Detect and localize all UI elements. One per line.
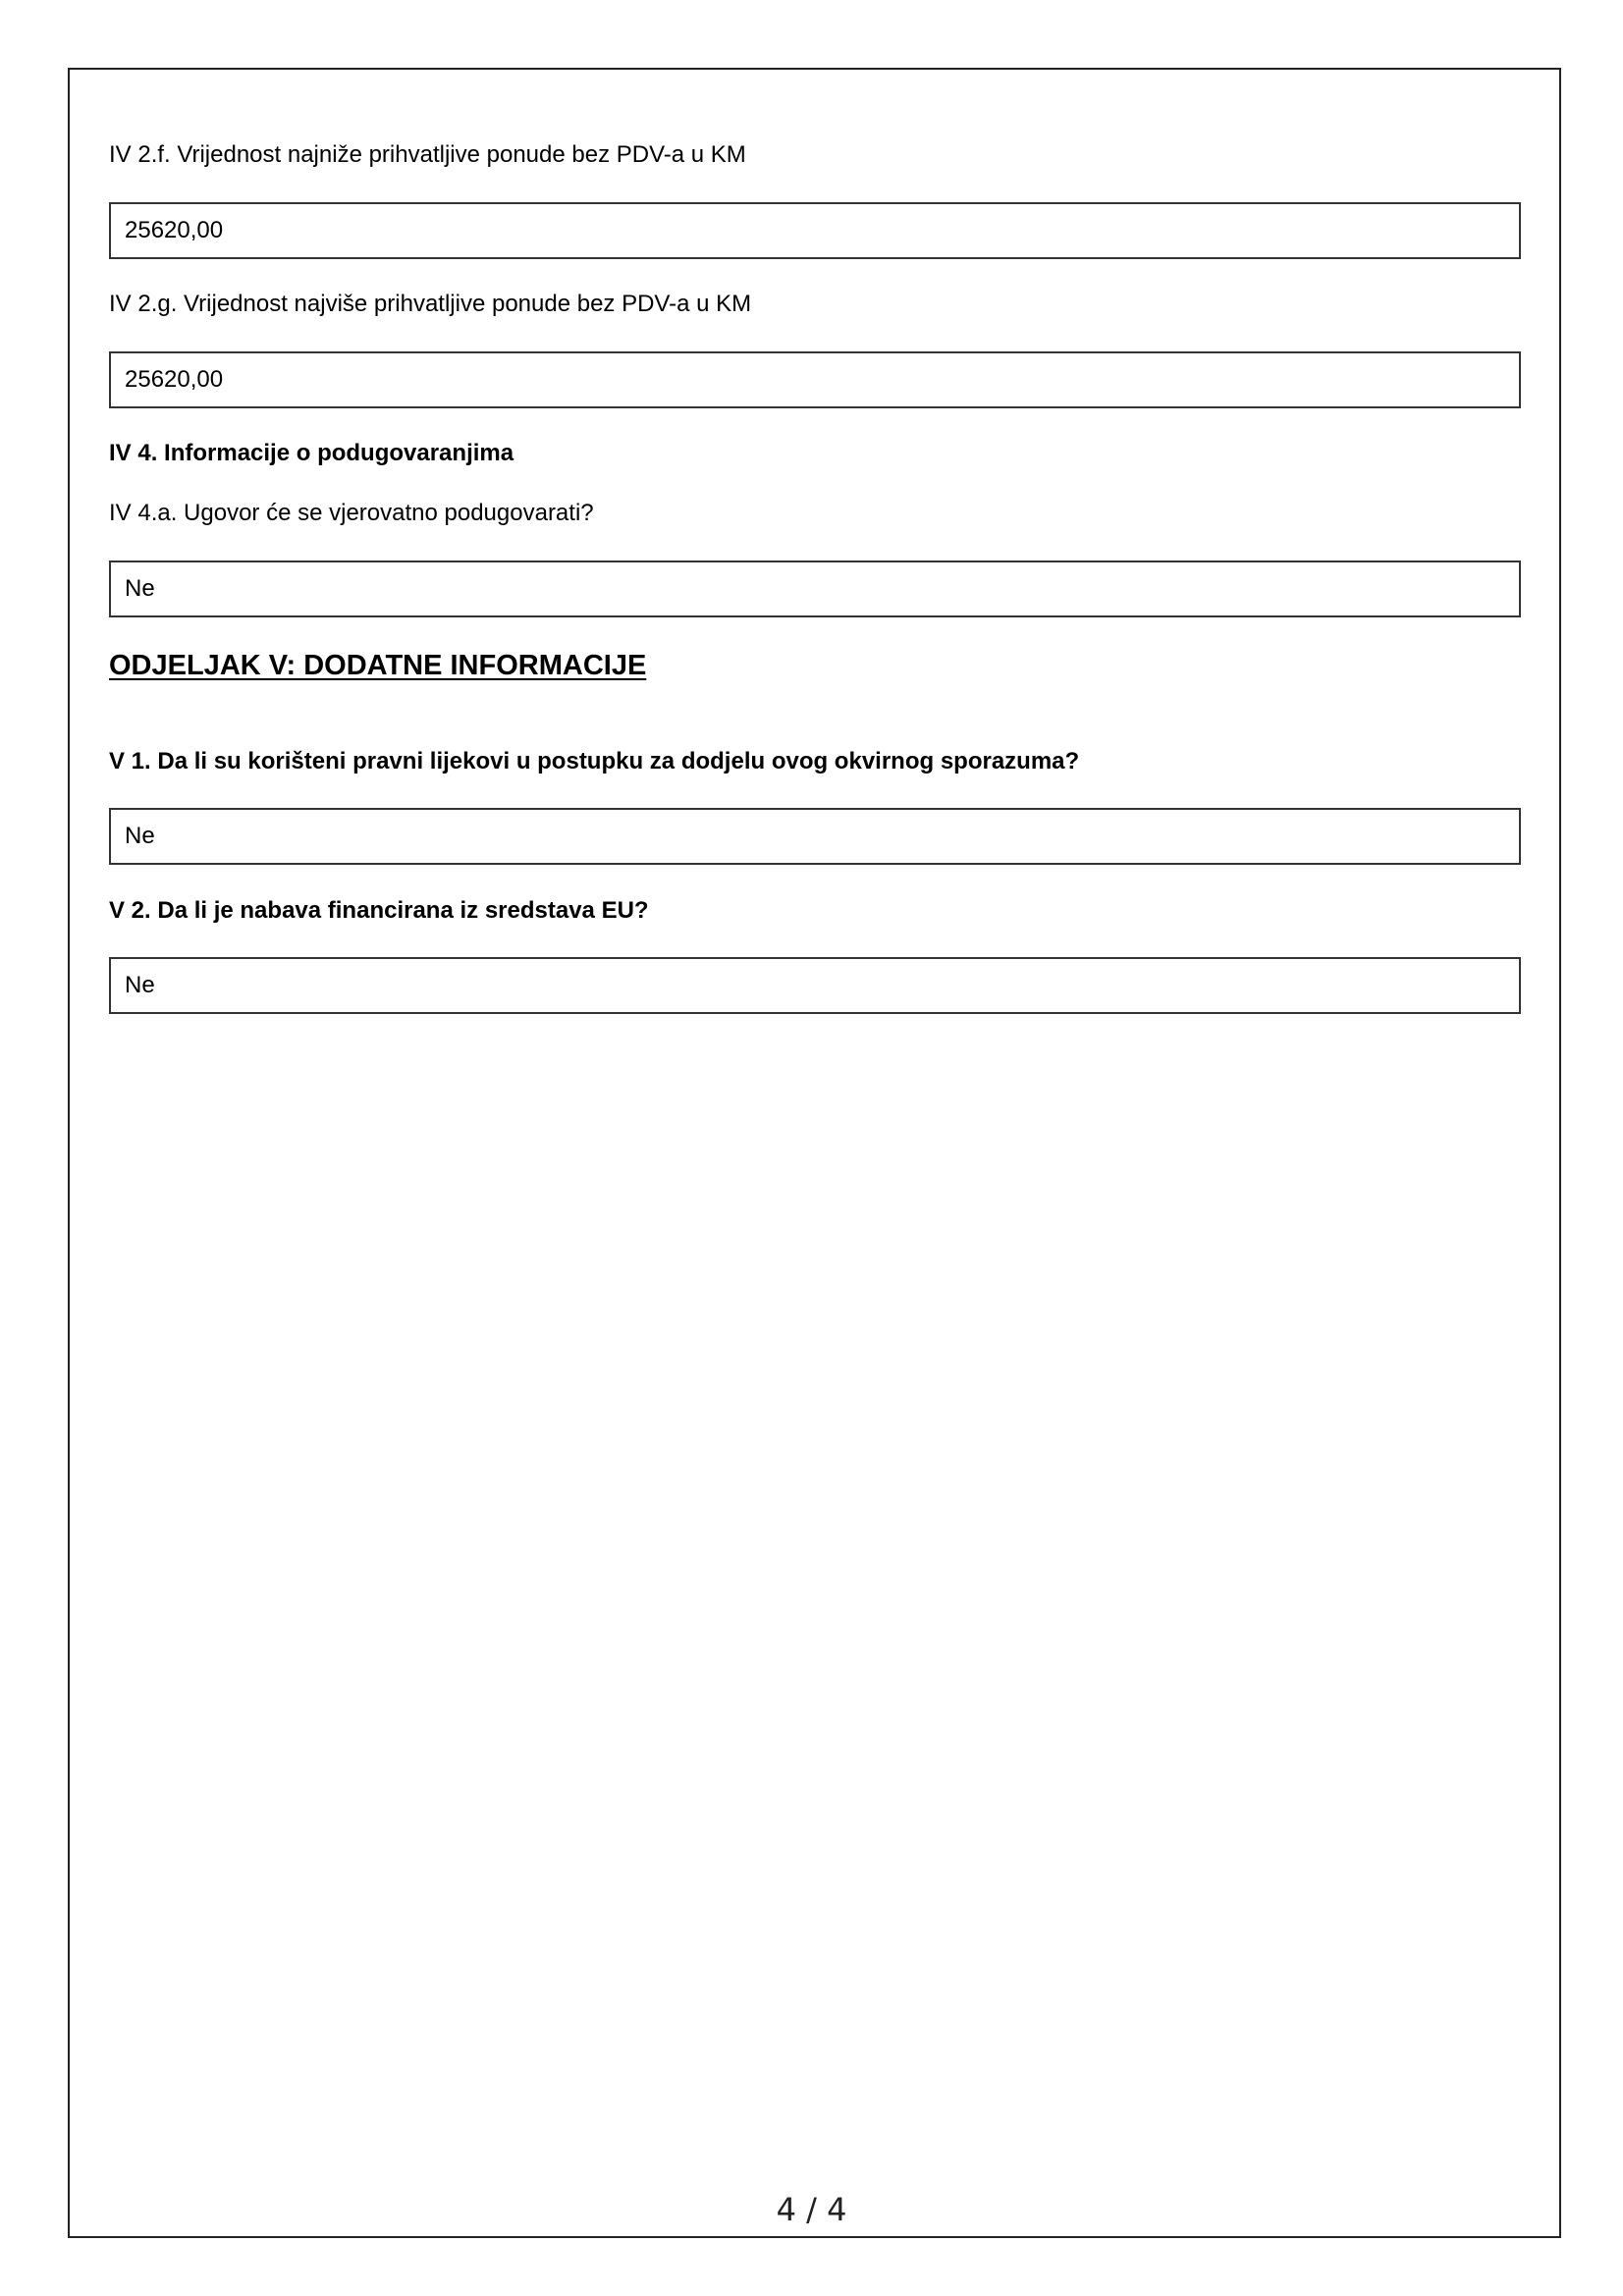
question-label-lowest-offer: IV 2.f. Vrijednost najniže prihvatljive ponude bez PDV-a u KM bbox=[109, 141, 746, 168]
subcontracting-heading: IV 4. Informacije o podugovaranjima bbox=[109, 440, 514, 466]
field-lowest-offer-value: 25620,00 bbox=[109, 202, 1521, 259]
field-subcontracting-value: Ne bbox=[109, 561, 1521, 617]
field-eu-funding-value: Ne bbox=[109, 957, 1521, 1014]
field-legal-remedies-value: Ne bbox=[109, 808, 1521, 865]
page-number: 4 / 4 bbox=[776, 2191, 847, 2228]
question-label-legal-remedies: V 1. Da li su korišteni pravni lijekovi u postupku za dodjelu ovog okvirnog sporazuma? bbox=[109, 748, 1080, 774]
question-label-eu-funding: V 2. Da li je nabava financirana iz sredstava EU? bbox=[109, 897, 649, 924]
section-v-title: ODJELJAK V: DODATNE INFORMACIJE bbox=[109, 650, 647, 681]
field-highest-offer-value: 25620,00 bbox=[109, 351, 1521, 408]
question-label-highest-offer: IV 2.g. Vrijednost najviše prihvatljive ponude bez PDV-a u KM bbox=[109, 291, 752, 317]
question-label-subcontracting: IV 4.a. Ugovor će se vjerovatno podugovarati? bbox=[109, 500, 594, 526]
